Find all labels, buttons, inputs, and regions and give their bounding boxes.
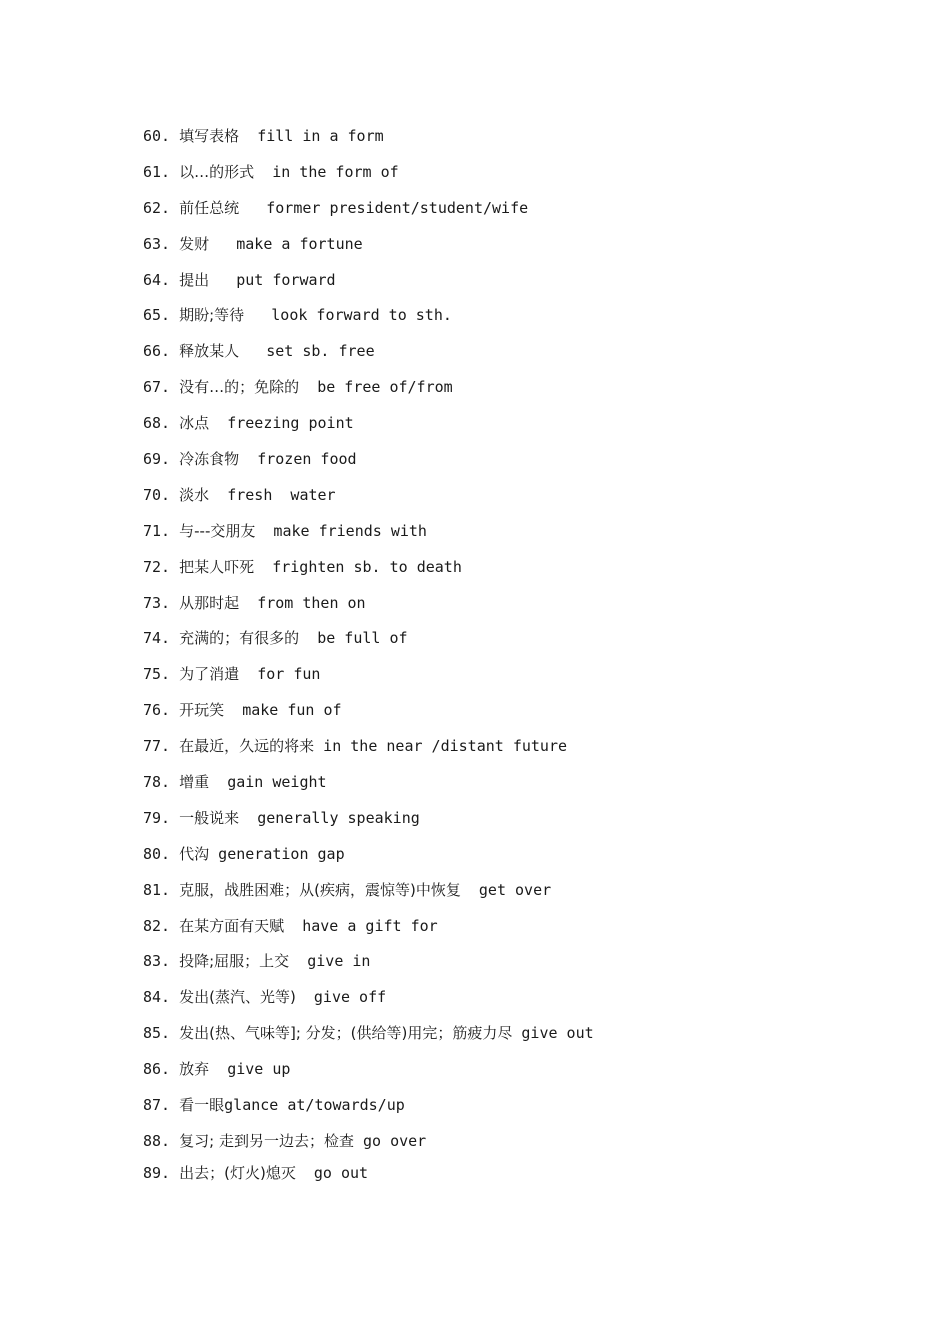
- entry-number: 83.: [143, 952, 171, 971]
- entry-english-phrase: glance at/towards/up: [224, 1096, 405, 1115]
- phrase-entry: [143, 951, 843, 987]
- entry-number: 88.: [143, 1131, 171, 1150]
- entry-english-phrase: give off: [295, 988, 387, 1007]
- entry-chinese-meaning: 发财: [179, 234, 210, 253]
- phrase-entry: [143, 557, 843, 593]
- entry-english-phrase: in the form of: [254, 162, 399, 181]
- entry-number: 63.: [143, 234, 171, 253]
- entry-english-phrase: freezing point: [209, 414, 354, 433]
- entry-chinese-meaning: 期盼;等待: [179, 306, 245, 325]
- entry-english-phrase: go out: [295, 1163, 369, 1182]
- entry-number: 78.: [143, 773, 171, 792]
- phrase-entry: [143, 198, 843, 234]
- phrase-entry: [143, 1023, 843, 1059]
- entry-number: 62.: [143, 198, 171, 217]
- entry-english-phrase: former president/student/wife: [239, 198, 529, 217]
- entry-chinese-meaning: 从那时起: [179, 593, 240, 612]
- phrase-entry: [143, 377, 843, 413]
- entry-number: 84.: [143, 988, 171, 1007]
- phrase-entry: [143, 126, 843, 162]
- phrase-entry: [143, 305, 843, 341]
- phrase-entry: [143, 521, 843, 557]
- entry-english-phrase: make fun of: [224, 701, 342, 720]
- entry-chinese-meaning: 释放某人: [179, 342, 240, 361]
- phrase-entry: [143, 880, 843, 916]
- entry-number: 60.: [143, 127, 171, 145]
- entry-chinese-meaning: 前任总统: [179, 198, 240, 217]
- phrase-list: [143, 126, 843, 1199]
- entry-number: 66.: [143, 342, 171, 361]
- entry-chinese-meaning: 冷冻食物: [179, 450, 240, 469]
- entry-number: 86.: [143, 1060, 171, 1079]
- entry-number: 64.: [143, 270, 171, 289]
- phrase-entry: [143, 449, 843, 485]
- entry-english-phrase: put forward: [209, 270, 336, 289]
- entry-chinese-meaning: 放弃: [179, 1060, 210, 1079]
- entry-english-phrase: in the near /distant future: [314, 737, 568, 756]
- entry-chinese-meaning: 复习; 走到另一边去；检查: [179, 1131, 354, 1150]
- entry-number: 77.: [143, 737, 171, 756]
- entry-chinese-meaning: 冰点: [179, 414, 210, 433]
- phrase-entry: [143, 593, 843, 629]
- entry-chinese-meaning: 一般说来: [179, 808, 240, 827]
- entry-chinese-meaning: 在最近，久远的将来: [179, 737, 315, 756]
- entry-number: 70.: [143, 485, 171, 504]
- entry-number: 71.: [143, 521, 171, 540]
- phrase-entry: [143, 270, 843, 306]
- phrase-entry: [143, 341, 843, 377]
- entry-english-phrase: for fun: [239, 665, 321, 684]
- entry-english-phrase: from then on: [239, 593, 366, 612]
- phrase-entry: [143, 234, 843, 270]
- entry-chinese-meaning: 克服，战胜困难；从(疾病，震惊等)中恢复: [179, 880, 461, 899]
- entry-english-phrase: give in: [289, 952, 371, 971]
- entry-number: 89.: [143, 1163, 171, 1182]
- entry-english-phrase: fill in a form: [239, 127, 384, 145]
- entry-english-phrase: generation gap: [209, 844, 345, 863]
- entry-english-phrase: gain weight: [209, 773, 327, 792]
- entry-english-phrase: frighten sb. to death: [254, 557, 462, 576]
- entry-number: 74.: [143, 629, 171, 648]
- phrase-entry: [143, 485, 843, 521]
- entry-chinese-meaning: 看一眼: [179, 1096, 225, 1115]
- entry-number: 82.: [143, 916, 171, 935]
- entry-english-phrase: be free of/from: [299, 378, 453, 397]
- entry-chinese-meaning: 充满的；有很多的: [179, 629, 300, 648]
- entry-english-phrase: make friends with: [255, 521, 427, 540]
- entry-number: 75.: [143, 665, 171, 684]
- entry-english-phrase: give out: [512, 1024, 594, 1043]
- phrase-entry: [143, 736, 843, 772]
- phrase-entry: [143, 1095, 843, 1131]
- entry-chinese-meaning: 开玩笑: [179, 701, 225, 720]
- entry-number: 61.: [143, 162, 171, 181]
- entry-number: 79.: [143, 808, 171, 827]
- entry-number: 73.: [143, 593, 171, 612]
- entry-english-phrase: frozen food: [239, 450, 357, 469]
- entry-english-phrase: make a fortune: [209, 234, 363, 253]
- entry-english-phrase: give up: [209, 1060, 291, 1079]
- entry-english-phrase: get over: [460, 880, 552, 899]
- entry-chinese-meaning: 淡水: [179, 485, 210, 504]
- entry-chinese-meaning: 与---交朋友: [179, 521, 256, 540]
- phrase-entry: [143, 628, 843, 664]
- entry-chinese-meaning: 提出: [179, 270, 210, 289]
- phrase-entry: [143, 413, 843, 449]
- entry-english-phrase: have a gift for: [284, 916, 438, 935]
- entry-chinese-meaning: 投降;屈服；上交: [179, 952, 290, 971]
- phrase-entry: [143, 1059, 843, 1095]
- phrase-entry: [143, 700, 843, 736]
- phrase-entry: [143, 162, 843, 198]
- phrase-entry: [143, 1163, 843, 1199]
- entry-number: 67.: [143, 378, 171, 397]
- phrase-entry: [143, 1131, 843, 1167]
- entry-english-phrase: fresh water: [209, 485, 336, 504]
- phrase-entry: [143, 772, 843, 808]
- phrase-entry: [143, 808, 843, 844]
- entry-chinese-meaning: 发出(蒸汽、光等): [179, 988, 296, 1007]
- entry-chinese-meaning: 把某人吓死: [179, 557, 255, 576]
- entry-english-phrase: look forward to sth.: [244, 306, 452, 325]
- entry-chinese-meaning: 出去；(灯火)熄灭: [179, 1163, 296, 1182]
- entry-number: 85.: [143, 1024, 171, 1043]
- phrase-entry: [143, 916, 843, 952]
- entry-chinese-meaning: 为了消遣: [179, 665, 240, 684]
- entry-chinese-meaning: 在某方面有天赋: [179, 916, 285, 935]
- entry-number: 76.: [143, 701, 171, 720]
- entry-chinese-meaning: 以…的形式: [179, 162, 255, 181]
- entry-chinese-meaning: 没有…的；免除的: [179, 378, 300, 397]
- phrase-entry: [143, 664, 843, 700]
- entry-number: 65.: [143, 306, 171, 325]
- entry-english-phrase: be full of: [299, 629, 408, 648]
- entry-english-phrase: set sb. free: [239, 342, 375, 361]
- entry-chinese-meaning: 填写表格: [179, 127, 240, 145]
- entry-english-phrase: go over: [353, 1131, 427, 1150]
- entry-number: 72.: [143, 557, 171, 576]
- entry-number: 69.: [143, 450, 171, 469]
- entry-chinese-meaning: 增重: [179, 773, 210, 792]
- phrase-entry: [143, 987, 843, 1023]
- phrase-entry: [143, 844, 843, 880]
- entry-number: 68.: [143, 414, 171, 433]
- entry-english-phrase: generally speaking: [239, 808, 420, 827]
- entry-number: 81.: [143, 880, 171, 899]
- entry-number: 87.: [143, 1096, 171, 1115]
- entry-chinese-meaning: 代沟: [179, 844, 210, 863]
- entry-chinese-meaning: 发出(热、气味等]; 分发；(供给等)用完；筋疲力尽: [179, 1024, 513, 1043]
- entry-number: 80.: [143, 844, 171, 863]
